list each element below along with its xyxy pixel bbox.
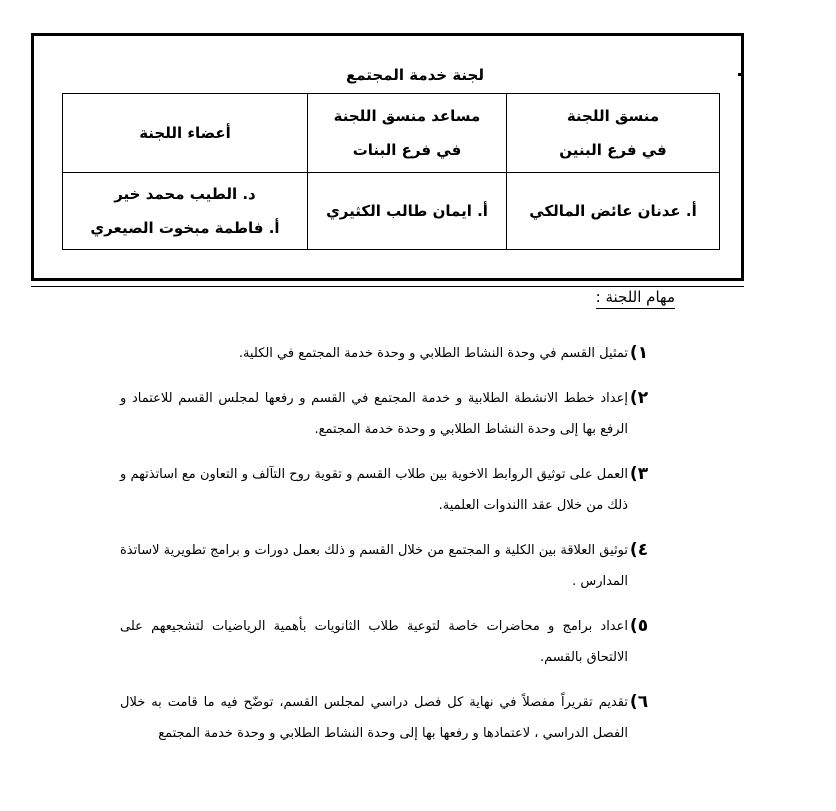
task-number: ٣) [629, 464, 649, 484]
header-coordinator-line2: في فرع البنين [559, 141, 667, 159]
header-assistant-line1: مساعد منسق اللجنة [333, 107, 481, 125]
header-members: أعضاء اللجنة [63, 94, 308, 173]
frame-border-top [31, 33, 744, 36]
member-name-2: أ. فاطمة مبخوت الصيعري [90, 219, 280, 237]
task-text: العمل على توثيق الروابط الاخوية بين طلاب القسم و تقوية روح التآلف و التعاون مع اساتذتهم و ذلك من خلال عقد االندوات العلمية. [120, 467, 628, 513]
header-coordinator [507, 94, 720, 173]
frame-border-right [741, 33, 744, 281]
frame-border-bottom [31, 278, 744, 281]
task-number: ١) [629, 343, 649, 363]
committee-table [62, 93, 720, 250]
task-text: تقديم تقريراً مفصلاً في نهاية كل فصل دراسي لمجلس القسم، توضّح فيه ما قامت به خلال الفصل الدراسي ، لاعتمادها و رفعها بها إلى وحدة النشاط الطلابي و وحدة خدمة المجتمع [120, 695, 628, 741]
list-item [120, 338, 650, 369]
task-number: ٥) [629, 616, 649, 636]
task-text: توثيق العلاقة بين الكلية و المجتمع من خلال القسم و ذلك بعمل دورات و برامج تطويرية لاساتذة المدارس . [120, 543, 628, 589]
tasks-list [120, 338, 650, 763]
assistant-name: أ. ايمان طالب الكثيري [308, 173, 507, 250]
task-number: ٦) [629, 692, 649, 712]
task-text: إعداد خطط الانشطة الطلابية و خدمة المجتمع في القسم و رفعها لمجلس القسم للاعتماد و الرفع بها إلى وحدة النشاط الطلابي و وحدة خدمة المجتمع. [120, 391, 628, 437]
list-item [120, 687, 650, 749]
coordinator-name: أ. عدنان عائض المالكي [507, 173, 720, 250]
frame-border-bottom-thin [31, 286, 744, 287]
header-coordinator-line1: منسق اللجنة [566, 107, 660, 125]
table-row [63, 173, 720, 250]
frame-mark [738, 73, 743, 76]
header-assistant [308, 94, 507, 173]
task-number: ٢) [629, 388, 649, 408]
task-number: ٤) [629, 540, 649, 560]
tasks-heading: مهام اللجنة : [596, 288, 675, 309]
task-text: تمثيل القسم في وحدة النشاط الطلابي و وحدة خدمة المجتمع في الكلية. [238, 346, 628, 361]
list-item [120, 383, 650, 445]
list-item [120, 611, 650, 673]
list-item [120, 459, 650, 521]
task-text: اعداد برامج و محاضرات خاصة لتوعية طلاب الثانويات بأهمية الرياضيات لتشجيعهم على الالتحاق بالقسم. [120, 619, 628, 665]
members-names [63, 173, 308, 250]
table-header-row [63, 94, 720, 173]
committee-title: لجنة خدمة المجتمع [345, 66, 485, 84]
member-name-1: د. الطيب محمد خير [114, 185, 256, 203]
list-item [120, 535, 650, 597]
header-assistant-line2: في فرع البنات [352, 141, 462, 159]
frame-border-left [31, 33, 34, 281]
